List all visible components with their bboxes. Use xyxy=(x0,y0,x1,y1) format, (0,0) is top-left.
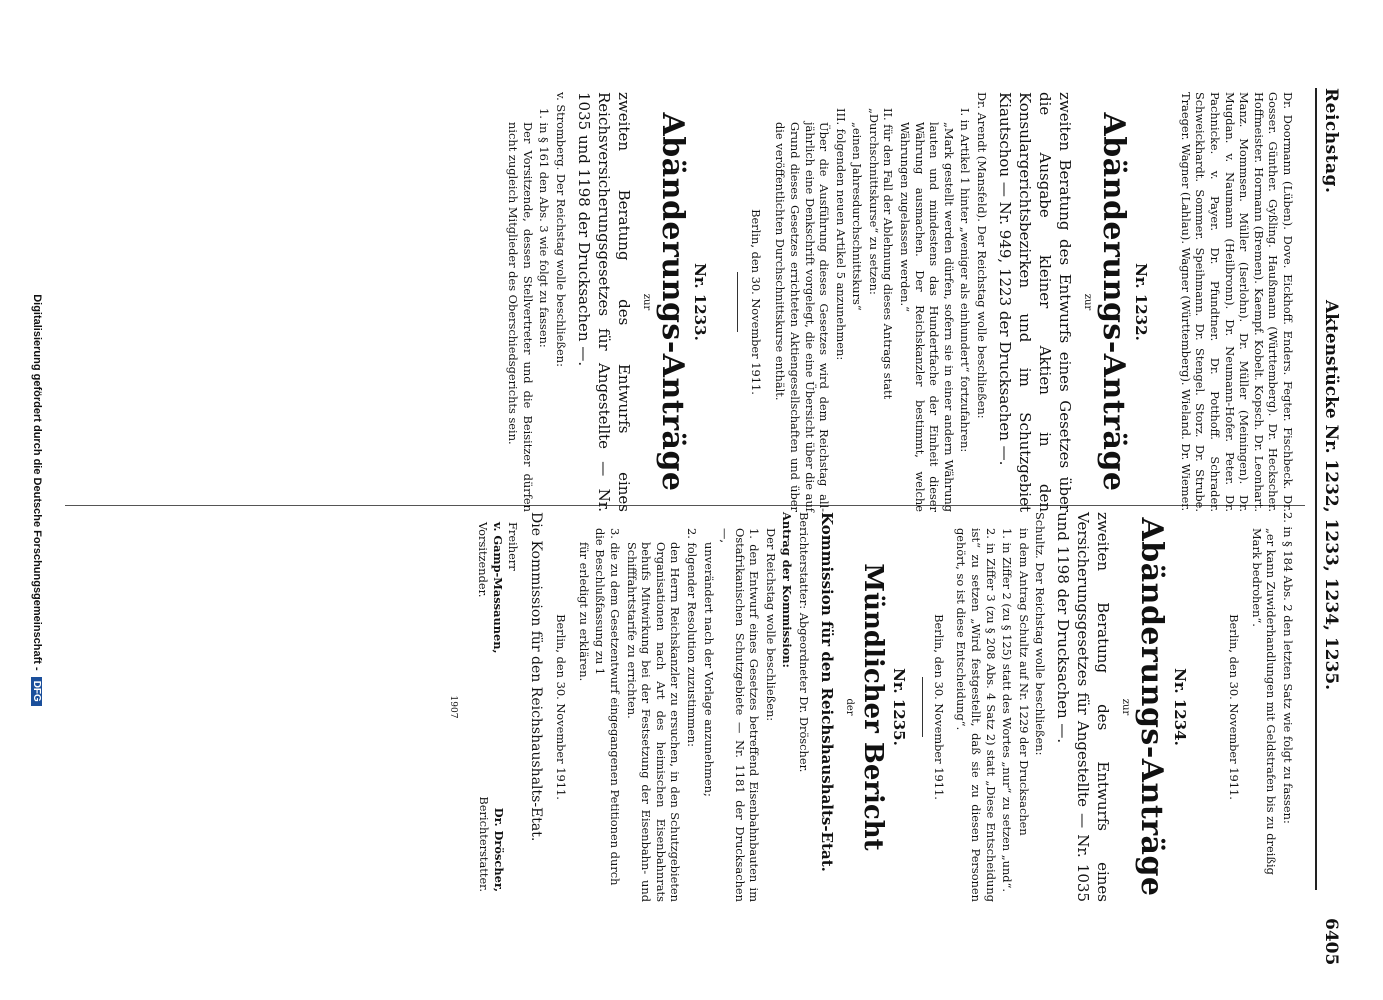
digitization-note xyxy=(31,0,43,1000)
date-c: Berlin, den 30. November 1911. xyxy=(554,614,569,800)
footer-mark: 1907 xyxy=(447,695,458,719)
section-rule xyxy=(737,272,738,332)
page-number: 6405 xyxy=(1321,918,1341,966)
zur-1234: zur xyxy=(1120,698,1132,716)
title-1233: Abänderungs-Anträge xyxy=(654,112,690,492)
stromberg-item-1-text: Der Vorsitzende, dessen Stellvertreter und die Beisitzer dürfen nicht zugleich Mitglieder des Oberschiedsgerichts sein. xyxy=(506,122,535,512)
stromberg-intro: v. Stromberg. Der Reichstag wolle beschließen: xyxy=(553,92,568,367)
doc-number-1232: Nr. 1232. xyxy=(1132,263,1151,341)
berichterstatter: Berichterstatter: Abgeordneter Dr. Dröscher. xyxy=(797,512,812,773)
header-rule xyxy=(1315,88,1317,890)
item-2-text: „er kann Zuwiderhandlungen mit Geldstrafen bis zu dreißig Mark bedrohen“. xyxy=(1249,528,1279,875)
arendt-item-1: I. in Artikel 1 hinter „weniger als einhundert“ fortzufahren: xyxy=(958,108,973,453)
kommission-item-3b: für erledigt zu erklären. xyxy=(576,542,591,682)
schultz-item-2: 2. in Ziffer 3 (zu § 208 Abs. 4 Satz 2) statt „Diese Entscheidung ist“ zu setzen „Wird festgestellt, daß sie zu diesen Personen gehört, so ist diese Entscheidung“. xyxy=(954,528,998,902)
arendt-item-3-text: Über die Ausführung dieses Gesetzes wird dem Reichstag all-jährlich eine Denkschrift vorgelegt, die eine Übersicht über die auf Grund dieses Gesetzes errichteten Aktiengesellschaften und über die veröffentlichten Durchschnittskurse enthält. xyxy=(773,122,832,512)
digitization-text: Digitalisierung gefördert durch die Deutsche Forschungsgemeinschaft - xyxy=(31,294,43,671)
kommission-item-1: 1. den Entwurf eines Gesetzes betreffend Eisenbahnbauten im Ostafrikanischen Schutzgebiete — Nr. 1181 der Drucksachen —, xyxy=(718,528,762,902)
dfg-logo: DFG xyxy=(31,677,42,706)
signatures xyxy=(460,512,520,902)
sig-right-line2: Berichterstatter. xyxy=(477,796,491,892)
header-center: Aktenstücke Nr. 1232, 1233, 1234, 1235. xyxy=(1321,300,1341,691)
item-2: 2. in § 184 Abs. 2 den letzten Satz wie folgt zu fassen: xyxy=(1281,512,1295,824)
kommission-item-3: 3. die zu dem Gesetzentwurf eingegangenen Petitionen durch die Beschlußfassung zu 1 xyxy=(593,528,622,886)
kommission-item-2-text: den Herrn Reichskanzler zu ersuchen, in den Schutzgebieten Organisationen nach Art des heimischen Eisenbahnrats behufs Mitwirkung bei der Festsetzung der Eisenbahn- und Schifffahrtstarife zu errichten. xyxy=(624,542,683,902)
zur-1233: zur xyxy=(640,293,652,311)
commission-name: Kommission für den Reichshaushalts-Etat. xyxy=(818,512,837,872)
schultz-sub: in dem Antrag Schultz auf Nr. 1229 der Drucksachen xyxy=(1016,528,1031,836)
doc-number-1235: Nr. 1235. xyxy=(890,668,909,746)
lead-1233: zweiten Beratung des Entwurfs eines Reichsversicherungsgesetzes für Angestellte — Nr. 1035 und 1198 der Drucksachen —. xyxy=(574,92,633,512)
stromberg-item-1: 1. in § 161 den Abs. 3 wie folgt zu fassen: xyxy=(537,108,552,348)
header-left: Reichstag. xyxy=(1321,88,1341,194)
sig-right-line1: Dr. Dröscher, xyxy=(491,807,506,892)
zur-1232: zur xyxy=(1081,293,1093,311)
der-1235: der xyxy=(843,698,855,716)
right-column xyxy=(443,512,1295,902)
date-a: Berlin, den 30. November 1911. xyxy=(1227,614,1242,800)
left-column xyxy=(504,92,1295,512)
kommission-item-1b: unverändert nach der Vorlage anzunehmen; xyxy=(701,542,716,797)
date-1232: Berlin, den 30. November 1911. xyxy=(748,209,763,395)
signature-right xyxy=(476,796,505,892)
arendt-intro: Dr. Arendt (Mansfeld). Der Reichstag wolle beschließen: xyxy=(975,92,990,419)
arendt-item-3: III. folgenden neuen Artikel 5 anzunehmen: xyxy=(833,108,848,361)
sig-left-line3: Vorsitzender. xyxy=(476,522,491,598)
title-1232: Abänderungs-Anträge xyxy=(1095,112,1131,492)
arendt-item-2: II. für den Fall der Ablehnung dieses Antrags statt „Durchschnittskurse“ zu setzen: xyxy=(866,108,896,400)
sig-left-line2: v. Gamp-Massaunen, xyxy=(491,522,505,654)
closing-commission: Die Kommission für den Reichshaushalts-Etat. xyxy=(527,512,544,842)
kommission-item-2: 2. folgender Resolution zuzustimmen: xyxy=(684,528,699,747)
doc-number-1234: Nr. 1234. xyxy=(1170,668,1189,746)
title-1234: Abänderungs-Anträge xyxy=(1134,517,1170,897)
arendt-item-1-text: „Mark gestellt werden dürfen, sofern sie in einer andern Währung lauten und mindestens das Hundertfache der Einheit dieser Währung ausmachen. Der Reichskanzler bestimmt, welche Währungen zugelassen werden.“ xyxy=(898,122,956,512)
arendt-item-2-text: „einen Jahresdurchschnittskurs“ xyxy=(850,122,865,311)
date-b: Berlin, den 30. November 1911. xyxy=(931,614,946,800)
signature-left xyxy=(476,522,520,654)
schultz-item-1: 1. in Ziffer 2 (zu § 125) statt des Wortes „nur“ zu setzen „und“. xyxy=(1000,528,1015,893)
doc-number-1233: Nr. 1233. xyxy=(691,263,710,341)
antrag-heading: Antrag der Kommission: xyxy=(780,512,795,668)
lead-1232: zweiten Beratung des Entwurfs eines Gesetzes über die Ausgabe kleiner Aktien in den Konsulargerichtsbezirken und im Schutzgebiet Kiautschou — Nr. 949, 1223 der Drucksachen —. xyxy=(996,92,1075,512)
section-rule-2 xyxy=(922,677,923,737)
lead-1234: zweiten Beratung des Entwurfs eines Versicherungsgesetzes für Angestellte — Nr. 1035 und 1198 der Drucksachen —. xyxy=(1054,512,1113,902)
antrag-sub: Der Reichstag wolle beschließen: xyxy=(763,528,778,722)
schultz-intro: Schultz. Der Reichstag wolle beschließen: xyxy=(1033,512,1048,756)
sig-left-line1: Freiherr xyxy=(505,522,520,571)
signatory-list: Dr. Doormann (Lüben). Dove. Eickhoff. Enders. Fegter. Fischbeck. Dr. Gosser. Günther. Gyßling. Haußmann (Württemberg). Dr. Heckscher. Hoffmeister. Hormann (Bremen). Kaempf. Kobelt. Kopsch. Dr. Leonhart. Manz. Mommsen. Müller (Iserlohn). Dr. Müller (Meiningen). Dr. Mugdan. v. Naumann (Heilbronn). Dr. Neumann-Hofer. Peter. Dr. Pachnicke. v. Payer. Dr. Pfundtner. Dr. Potthoff. Schrader. Schweickhardt. Sommer. Speihmann. Dr. Stengel. Storz. Dr. Strube. Traeger. Wagner (Lahlau). Wagner (Württemberg). Wieland. Dr. Wiemer. xyxy=(1178,92,1295,512)
title-1235: Mündlicher Bericht xyxy=(857,563,888,851)
